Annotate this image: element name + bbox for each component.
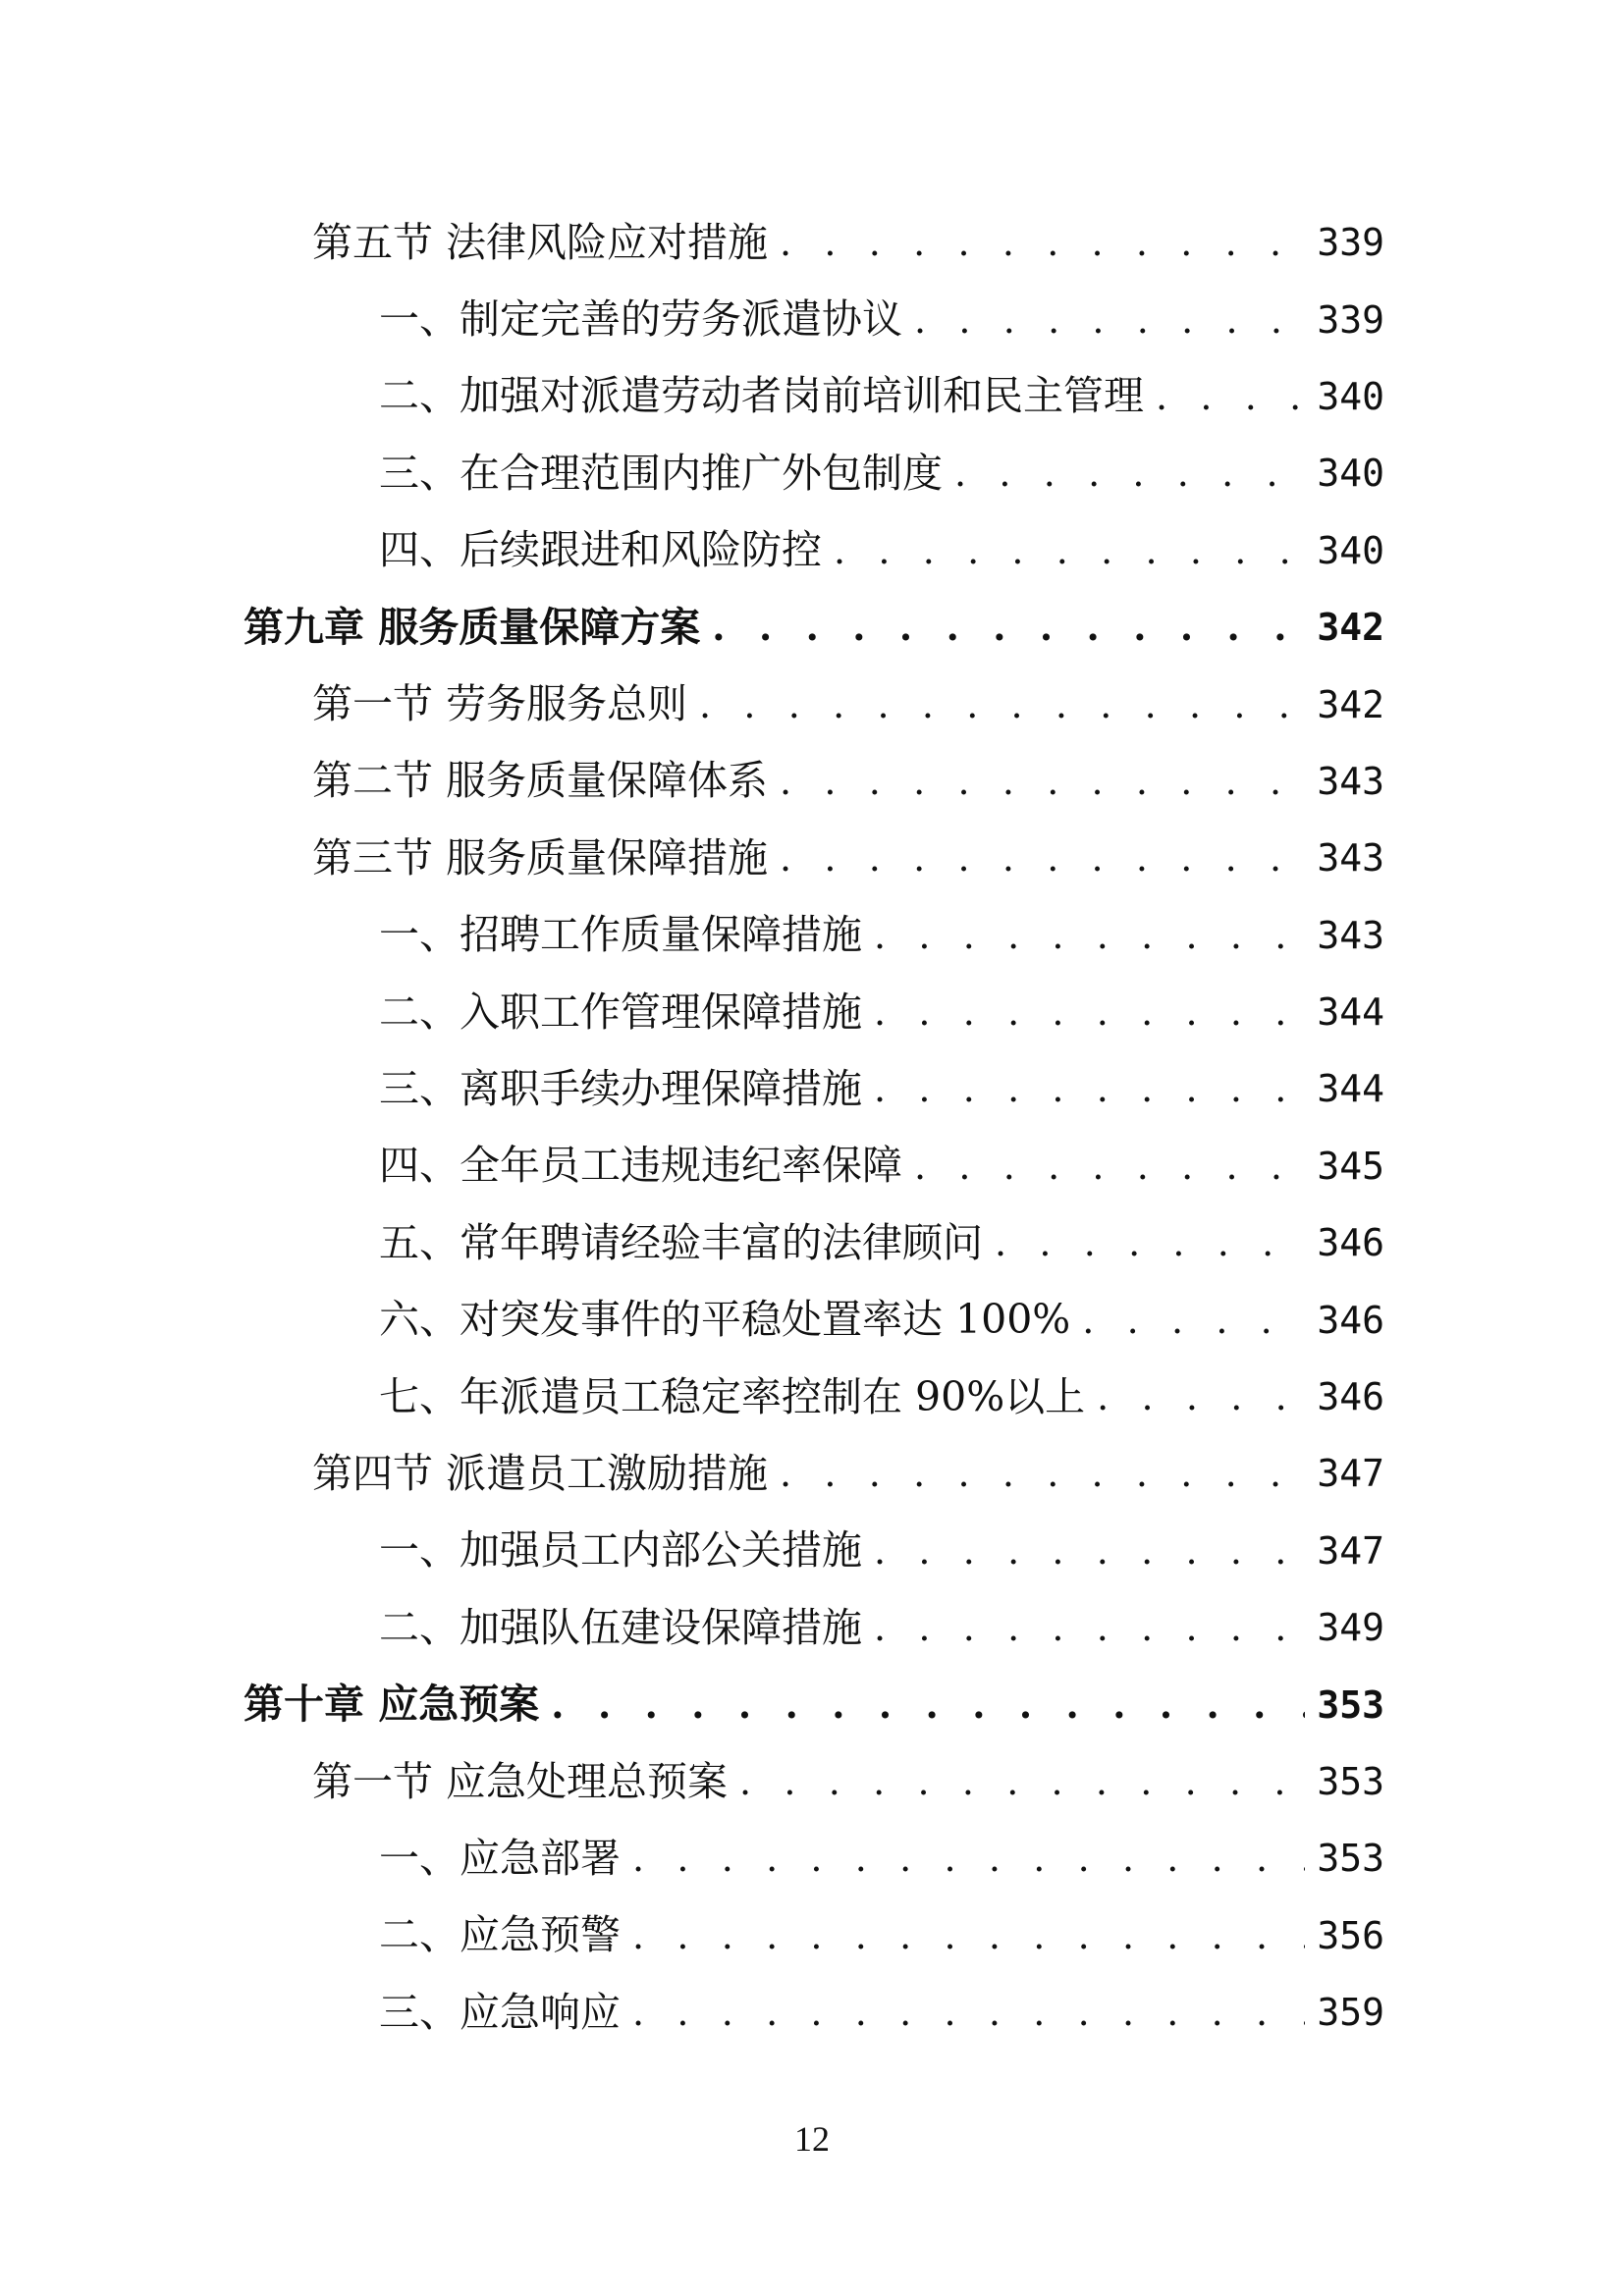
toc-dot-leader (1082, 1302, 1305, 1339)
toc-section-entry (0, 204, 1624, 281)
toc-entry-title: 第五节 法律风险应对措施 (312, 218, 769, 266)
toc-entry-title: 一、加强员工内部公关措施 (379, 1526, 862, 1575)
toc-subsection-entry (0, 281, 1624, 357)
toc-dot-leader (834, 532, 1305, 569)
toc-entry-title: 第九章 服务质量保障方案 (244, 603, 701, 651)
toc-entry-page-number: 353 (1317, 1837, 1384, 1881)
toc-entry-page-number: 340 (1317, 452, 1384, 496)
toc-entry-page-number: 340 (1317, 374, 1384, 418)
toc-entry-title: 三、离职手续办理保障措施 (379, 1064, 862, 1112)
toc-dot-leader (954, 454, 1305, 492)
toc-section-entry (0, 1743, 1624, 1820)
toc-subsection-entry (0, 1974, 1624, 2051)
toc-dot-leader (632, 1994, 1305, 2031)
toc-entry-title: 第三节 服务质量保障措施 (312, 833, 769, 881)
toc-entry-page-number: 339 (1317, 221, 1384, 265)
toc-entry-page-number: 359 (1317, 1991, 1384, 2035)
toc-dot-leader (914, 1148, 1305, 1185)
toc-entry-page-number: 342 (1317, 606, 1384, 650)
toc-dot-leader (632, 1840, 1305, 1877)
toc-entry-title: 二、加强对派遣劳动者岗前培训和民主管理 (379, 372, 1144, 420)
toc-entry-page-number: 347 (1317, 1528, 1384, 1573)
toc-dot-leader (874, 1609, 1305, 1646)
toc-dot-leader (914, 301, 1305, 339)
toc-dot-leader (995, 1224, 1305, 1261)
toc-dot-leader (874, 917, 1305, 954)
toc-entry-page-number: 344 (1317, 1067, 1384, 1111)
toc-subsection-entry (0, 974, 1624, 1050)
toc-entry-title: 四、后续跟进和风险防控 (379, 526, 822, 574)
toc-entry-title: 一、招聘工作质量保障措施 (379, 911, 862, 959)
toc-entry-page-number: 346 (1317, 1298, 1384, 1342)
toc-subsection-entry (0, 1281, 1624, 1358)
toc-entry-title: 二、加强队伍建设保障措施 (379, 1603, 862, 1651)
toc-dot-leader (780, 1455, 1305, 1492)
toc-entry-title: 一、应急部署 (379, 1834, 621, 1882)
toc-dot-leader (780, 839, 1305, 877)
toc-section-entry (0, 743, 1624, 820)
toc-entry-title: 二、应急预警 (379, 1911, 621, 1959)
toc-dot-leader (712, 609, 1305, 646)
toc-entry-title: 一、制定完善的劳务派遣协议 (379, 295, 902, 344)
toc-dot-leader (1156, 378, 1305, 415)
toc-entry-title: 第二节 服务质量保障体系 (312, 757, 769, 805)
toc-dot-leader (632, 1917, 1305, 1954)
toc-subsection-entry (0, 1897, 1624, 1974)
toc-chapter-entry (0, 1666, 1624, 1742)
toc-entry-title: 四、全年员工违规违纪率保障 (379, 1142, 902, 1190)
toc-entry-title: 七、年派遣员工稳定率控制在 90%以上 (379, 1372, 1086, 1420)
toc-entry-page-number: 356 (1317, 1913, 1384, 1957)
page-number: 12 (794, 2119, 830, 2159)
toc-subsection-entry (0, 1513, 1624, 1589)
toc-entry-page-number: 339 (1317, 297, 1384, 342)
toc-dot-leader (874, 1070, 1305, 1107)
toc-subsection-entry (0, 1359, 1624, 1435)
toc-dot-leader (739, 1763, 1305, 1800)
toc-subsection-entry (0, 435, 1624, 511)
toc-entry-page-number: 347 (1317, 1452, 1384, 1496)
toc-subsection-entry (0, 1589, 1624, 1666)
toc-subsection-entry (0, 1128, 1624, 1204)
toc-dot-leader (874, 993, 1305, 1031)
toc-entry-title: 第四节 派遣员工激励措施 (312, 1449, 769, 1497)
table-of-contents (0, 204, 1624, 2051)
toc-entry-page-number: 343 (1317, 913, 1384, 957)
toc-subsection-entry (0, 358, 1624, 435)
toc-dot-leader (780, 763, 1305, 800)
toc-section-entry (0, 666, 1624, 742)
toc-entry-title: 第一节 劳务服务总则 (312, 680, 688, 728)
toc-section-entry (0, 1435, 1624, 1512)
toc-entry-title: 二、入职工作管理保障措施 (379, 988, 862, 1036)
toc-dot-leader (874, 1532, 1305, 1570)
toc-dot-leader (1097, 1378, 1305, 1415)
toc-entry-title: 第十章 应急预案 (244, 1681, 540, 1729)
toc-subsection-entry (0, 1050, 1624, 1127)
toc-entry-page-number: 345 (1317, 1144, 1384, 1188)
toc-chapter-entry (0, 589, 1624, 666)
toc-subsection-entry (0, 512, 1624, 589)
toc-entry-title: 三、在合理范围内推广外包制度 (379, 449, 943, 497)
toc-subsection-entry (0, 897, 1624, 974)
toc-subsection-entry (0, 1204, 1624, 1281)
toc-entry-page-number: 344 (1317, 990, 1384, 1035)
toc-entry-page-number: 343 (1317, 759, 1384, 803)
toc-entry-page-number: 346 (1317, 1221, 1384, 1265)
toc-entry-page-number: 353 (1317, 1760, 1384, 1803)
toc-entry-page-number: 353 (1317, 1682, 1384, 1727)
toc-entry-title: 三、应急响应 (379, 1988, 621, 2036)
toc-dot-leader (780, 224, 1305, 261)
toc-entry-page-number: 343 (1317, 836, 1384, 881)
toc-entry-title: 五、常年聘请经验丰富的法律顾问 (379, 1218, 983, 1266)
toc-entry-title: 第一节 应急处理总预案 (312, 1757, 729, 1805)
toc-dot-leader (699, 686, 1305, 723)
toc-entry-page-number: 340 (1317, 528, 1384, 572)
toc-subsection-entry (0, 1820, 1624, 1896)
toc-entry-page-number: 346 (1317, 1375, 1384, 1419)
toc-dot-leader (551, 1686, 1305, 1724)
toc-entry-page-number: 349 (1317, 1606, 1384, 1650)
toc-entry-page-number: 342 (1317, 682, 1384, 726)
toc-entry-title: 六、对突发事件的平稳处置率达 100% (379, 1296, 1071, 1344)
toc-section-entry (0, 820, 1624, 896)
